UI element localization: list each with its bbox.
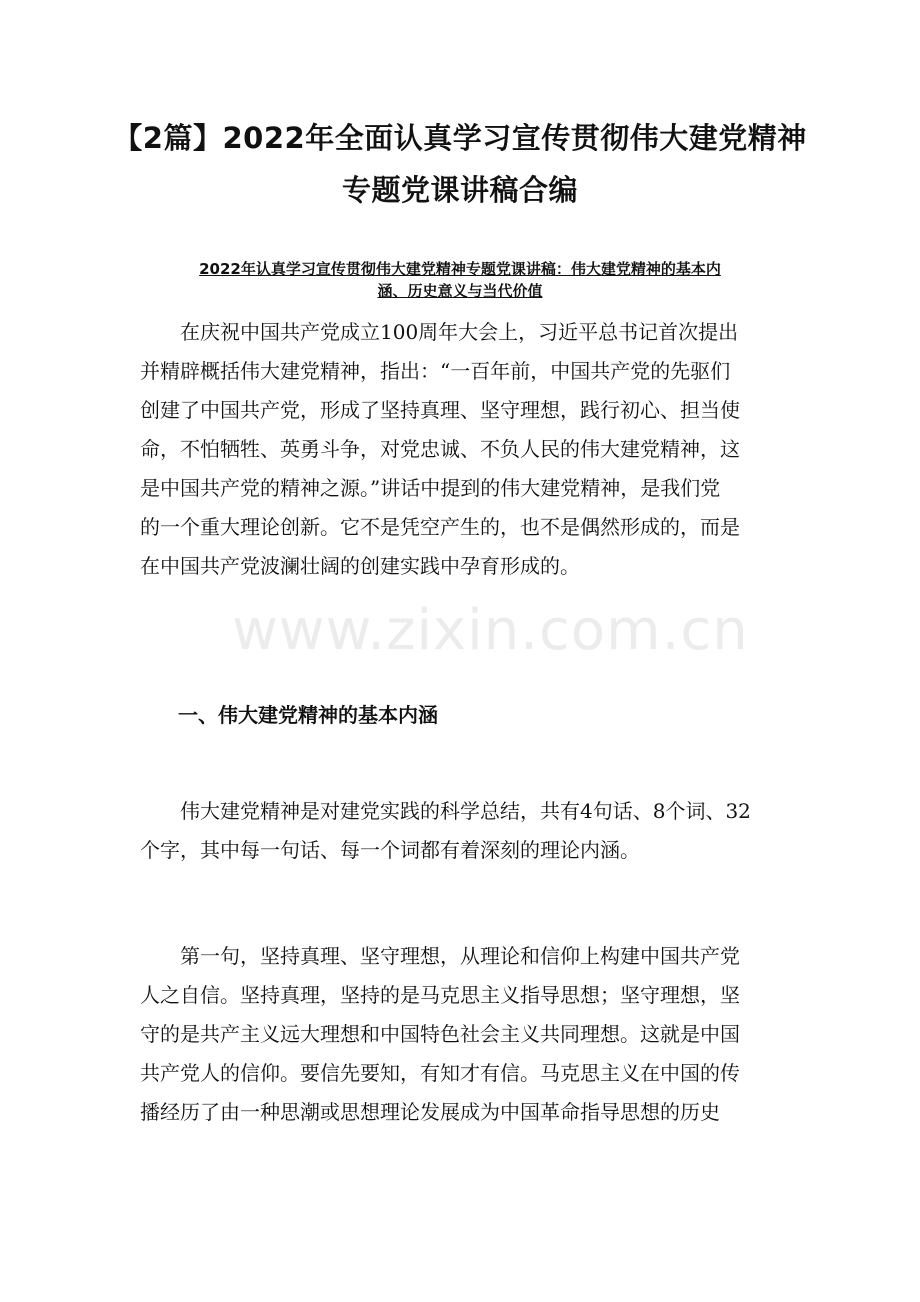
intro-line-4: 命，不怕牺牲、英勇斗争，对党忠诚、不负人民的伟大建党精神，这 — [140, 437, 740, 461]
first-point-line-4: 共产党人的信仰。要信先要知，有知才有信。马克思主义在中国的传 — [140, 1061, 740, 1085]
article-subtitle — [130, 258, 790, 302]
intro-line-5: 是中国共产党的精神之源。”讲话中提到的伟大建党精神，是我们党 — [140, 476, 721, 500]
section-1-paragraph — [140, 792, 780, 870]
watermark: www.zixin.com.cn — [232, 598, 749, 663]
first-point-line-1: 第一句，坚持真理、坚守理想，从理论和信仰上构建中国共产党 — [180, 944, 740, 968]
article-subtitle-line-1: 2022年认真学习宣传贯彻伟大建党精神专题党课讲稿：伟大建党精神的基本内 — [199, 260, 721, 278]
intro-line-7: 在中国共产党波澜壮阔的创建实践中孕育形成的。 — [140, 554, 580, 578]
first-point-paragraph — [140, 937, 780, 1132]
intro-paragraph — [140, 313, 780, 586]
document-title-line-1: 【2篇】2022年全面认真学习宣传贯彻伟大建党精神 — [113, 121, 807, 155]
document-title — [100, 112, 820, 216]
intro-line-3: 创建了中国共产党，形成了坚持真理、坚守理想，践行初心、担当使 — [140, 398, 740, 422]
first-point-line-5: 播经历了由一种思潮或思想理论发展成为中国革命指导思想的历史 — [140, 1100, 720, 1124]
intro-line-2: 并精辟概括伟大建党精神，指出：“一百年前，中国共产党的先驱们 — [140, 359, 731, 383]
first-point-line-3: 守的是共产主义远大理想和中国特色社会主义共同理想。这就是中国 — [140, 1022, 740, 1046]
section-1-line-1: 伟大建党精神是对建党实践的科学总结，共有4句话、8个词、32 — [180, 799, 751, 823]
section-heading-1: 一、伟大建党精神的基本内涵 — [178, 703, 438, 727]
intro-line-6: 的一个重大理论创新。它不是凭空产生的，也不是偶然形成的，而是 — [140, 515, 740, 539]
intro-line-1: 在庆祝中国共产党成立100周年大会上，习近平总书记首次提出 — [180, 320, 739, 344]
article-subtitle-line-2: 涵、历史意义与当代价值 — [377, 282, 543, 300]
first-point-line-2: 人之自信。坚持真理，坚持的是马克思主义指导思想；坚守理想，坚 — [140, 983, 740, 1007]
section-1-line-2: 个字，其中每一句话、每一个词都有着深刻的理论内涵。 — [140, 838, 640, 862]
document-title-line-2: 专题党课讲稿合编 — [341, 173, 578, 207]
